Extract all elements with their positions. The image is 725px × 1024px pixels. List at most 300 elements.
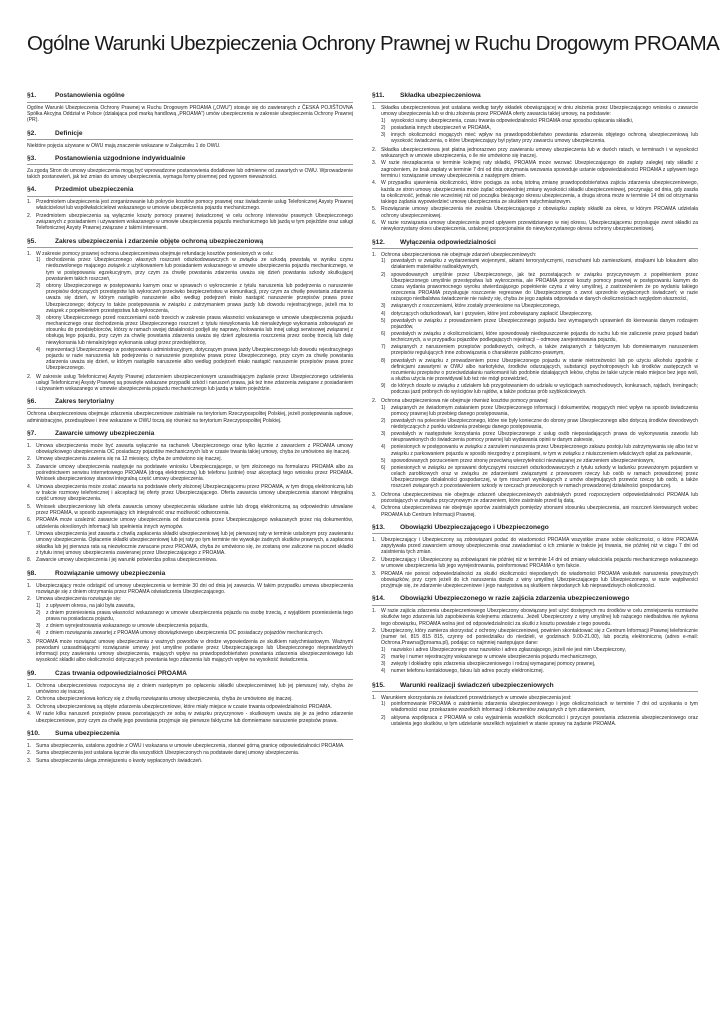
section xyxy=(27,730,353,764)
subclause-text: poniesionych w związku ze sprawami dotyczącymi roszczeń odszkodowawczych z tytułu szkody w ładunku przewożonym pojazdem w celach zarobkowych oraz w związku ze zdarzeniami związanymi z przewozem rzeczy lub osób w ramach prowadzonej przez Ubezpieczonego działalności gospodarczej, w tym roszczeń wynikających z umów obejmujących przewóz rzeczy lub osób, a także roszczeń związanych z pozostawieniem szkody w rzeczach przewożonych w ramach prowadzonej działalności gospodarczej. xyxy=(391,464,698,490)
subclause-number: 3) xyxy=(381,132,386,139)
subclause-number: 3) xyxy=(381,303,386,310)
clause-list xyxy=(27,743,353,764)
clause-text: Składka ubezpieczeniowa jest płatna jednorazowo przy zawieraniu umowy ubezpieczenia lub w dwóch ratach, w terminach i w wysokości wskazanych w umowie ubezpieczenia, o ile nie umówiono się inaczej. xyxy=(381,146,698,159)
clause-number: 4. xyxy=(27,483,32,490)
clause xyxy=(372,492,698,504)
subclause-number: 2) xyxy=(381,125,386,131)
clause xyxy=(27,251,353,373)
clause-body xyxy=(381,492,698,504)
subclause-text: dochodzenia przez Ubezpieczonego własnych roszczeń odszkodowawczych w związku ze szkodą powstałą w wyniku czynu niedozwolonego mającego związek z użytkowaniem lub posiadaniem wskazanego w umowie ubezpieczenia pojazdu mechanicznego, w tym w postępowaniu egzekucyjnym, przy czym za chwilę powstania zdarzenia uważa się dzień powstania szkody skutkującej powstaniem takich roszczeń, xyxy=(46,257,353,282)
clause-body xyxy=(36,683,353,695)
subclause xyxy=(381,431,698,443)
section-heading xyxy=(372,239,698,250)
subclause-text: innych okoliczności mogących mieć wpływ na prawdopodobieństwo powstania zdarzenia objętego ochroną ubezpieczeniową lub wysokość świadczenia, o które Ubezpieczający był pytany przy zawarciu umowy ubezpieczenia. xyxy=(391,132,698,145)
clause-number: 7. xyxy=(27,531,32,538)
clause-number: 1. xyxy=(372,694,377,701)
document-title: Ogólne Warunki Ubezpieczenia Ochrony Prawnej w Ruchu Drogowym PROAMA xyxy=(27,32,720,55)
subclause-list xyxy=(381,258,698,395)
subclause-number: 4) xyxy=(381,668,386,675)
subclause-number: 4) xyxy=(381,310,386,317)
clause xyxy=(27,456,353,462)
subclause xyxy=(381,444,698,456)
subclause xyxy=(36,630,353,636)
clause xyxy=(27,683,353,695)
subclause-text: obrony Ubezpieczonego w postępowaniu karnym oraz w sprawach o wykroczenie z tytułu naruszenia lub podejrzenia o naruszenie przepisów dotyczących przestępstw lub wykroczeń przeciwko bezpieczeństwu w komunikacji, przy czym za chwilę powstania zdarzenia uważa się dzień, w którym nastąpiło naruszenie albo według podejrzeń miało nastąpić naruszenie przepisów prawa przez Ubezpieczonego; dotyczy to także postępowania w związku z zatrzymaniem prawa jazdy lub dowodu rejestracyjnego, jeżeli ma to związek z popełnieniem przestępstwa lub wykroczenia, xyxy=(46,282,353,314)
clause-text: W razie niezapłacenia w terminie kolejnej raty składki, PROAMA może wezwać Ubezpieczającego do zapłaty zaległej raty składki z zagrożeniem, że brak zapłaty w terminie 7 dni od dnia otrzymania wezwania spowoduje ustanie odpowiedzialności PROAMA z upływem tego terminu i rozwiązanie umowy ubezpieczenia z następnym dniem. xyxy=(381,160,698,179)
clause-number: 1. xyxy=(27,582,32,589)
clause-number: 1. xyxy=(372,536,377,543)
clause-body xyxy=(36,596,353,637)
clause-body xyxy=(36,517,353,529)
clause-body xyxy=(381,695,698,728)
clause-number: 6. xyxy=(27,517,32,524)
clause-text: Zawarcie umowy ubezpieczenia następuje na podstawie wniosku Ubezpieczającego, w tym złożonego na formularzu PROAMA albo za pośrednictwem serwisu internetowego PROAMA (drogą elektroniczną) lub telefonu (ustnie) oraz akceptacji tego wniosku przez PROAMA. Wniosek ubezpieczeniowy stanowi integralną część umowy ubezpieczenia. xyxy=(36,463,353,483)
subclause xyxy=(381,661,698,667)
clause-number: 2. xyxy=(27,696,32,703)
clause-list xyxy=(372,105,698,233)
section xyxy=(27,670,353,724)
section xyxy=(372,524,698,589)
section xyxy=(27,92,353,124)
subclause-text: z dniem rozwiązania zawartej z PROAMA umowy obowiązkowego ubezpieczenia OC posiadaczy pojazdów mechanicznych. xyxy=(46,630,324,637)
clause-number: 1. xyxy=(372,608,377,615)
section-number: §13. xyxy=(372,523,385,531)
clause-number: 2. xyxy=(372,146,377,153)
section-paragraph: Za zgodą Stron do umowy ubezpieczenia mogą być wprowadzone postanowienia dodatkowe lub odmienne od zawartych w OWU. Wprowadzenie takich postanowień, jak też zmian do umowy ubezpieczenia, wymaga formy pisemnej pod rygorem nieważności. xyxy=(27,167,353,181)
section xyxy=(27,130,353,149)
left-column xyxy=(27,92,353,770)
clause-text: Ochroną ubezpieczeniową są objęte zdarzenia ubezpieczeniowe, które miały miejsce w czasie trwania odpowiedzialności PROAMA. xyxy=(36,703,332,710)
content-columns xyxy=(27,92,698,770)
subclause-number: 2) xyxy=(381,714,386,721)
clause xyxy=(372,571,698,590)
clause xyxy=(27,758,353,764)
clause-number: 4. xyxy=(372,505,377,512)
subclause xyxy=(36,315,353,346)
subclause-number: 1) xyxy=(381,404,386,411)
clause-text: Suma ubezpieczenia jest ustalana łącznie dla wszystkich Ubezpieczonych na podstawie danej umowy ubezpieczenia. xyxy=(36,750,300,757)
subclause-number: 1) xyxy=(36,602,41,609)
subclause-text: związanych ze świadomym zataianiem przez Ubezpieczonego informacji i dokumentów, mogących mieć wpływ na sposób świadczenia pomocy prawnej lub przebieg danego postępowania, xyxy=(391,404,698,417)
clause-text: Ochrona ubezpieczeniowa kończy się z chwilą rozwiązania umowy ubezpieczenia, chyba że umówiono się inaczej. xyxy=(36,696,293,703)
subclause xyxy=(36,283,353,314)
subclause-number: 6) xyxy=(381,464,386,471)
clause-number: 3. xyxy=(372,570,377,577)
section-number: §2. xyxy=(27,129,37,137)
clause-number: 2. xyxy=(27,212,32,219)
subclause xyxy=(381,647,698,653)
clause-text: PROAMA może rozwiązać umowę ubezpieczenia z ważnych powodów w drodze wypowiedzenia ze skutkiem natychmiastowym. Ważnymi powodami uzasadniającymi rozwiązanie umowy jest umyślne podanie przez Ubezpieczającego lub Ubezpieczonego nieprawdziwych informacji przy zawieraniu umowy ubezpieczenia, mających wpływ na prawdopodobieństwo powstania zdarzenia ubezpieczeniowego lub wysokość składki albo okoliczności dotyczących powstania tego zdarzenia lub mających wpływ na wysokość świadczenia. xyxy=(36,638,353,664)
clause-text: Umowa ubezpieczenia może być zawarta wyłącznie na rachunek Ubezpieczonego oraz tylko łącznie z zawarciem z PROAMA umowy obowiązkowego ubezpieczenia OC posiadaczy pojazdów mechanicznych lub w czasie trwania takiej umowy, chyba że umówiono się inaczej. xyxy=(36,442,353,455)
subclause-number: 1) xyxy=(381,701,386,708)
clause-text: Wniosek ubezpieczeniowy lub oferta zawarcia umowy ubezpieczenia składane ustnie lub drogą elektroniczną są odpowiednio utrwalane przez PROAMA, w sposób zapewniający ich integralność oraz możliwość odtworzenia. xyxy=(36,503,353,516)
clause-number: 4. xyxy=(372,180,377,187)
clause-text: W zakresie pomocy prawnej ochrona ubezpieczeniowa obejmuje refundację kosztów poniesionych w celu: xyxy=(36,250,274,257)
clause-number: 3. xyxy=(372,491,377,498)
subclause xyxy=(36,623,353,629)
clause xyxy=(27,557,353,563)
clause-text: Warunkiem skorzystania ze świadczeń przewidzianych w umowie ubezpieczenia jest: xyxy=(381,694,572,701)
clause-text: Umowa ubezpieczenia rozwiązuje się: xyxy=(36,596,122,603)
subclause xyxy=(381,258,698,270)
section xyxy=(27,398,353,423)
clause-text: Składka ubezpieczeniowa jest ustalana według taryfy składek obowiązującej w dniu złożenia przez Ubezpieczającego wniosku o zawarcie umowy ubezpieczenia lub w dniu złożenia przez PROAMA oferty zawarcia takiej umowy, na podstawie: xyxy=(381,105,698,118)
clause-list xyxy=(27,683,353,724)
clause-text: Ubezpieczony, który zamierza skorzystać z ochrony ubezpieczeniowej, powinien skontaktować się z Centrum Informacji Prawnej telefonicznie (numer tel. 815 815 815, czynny od poniedziałku do niedzieli, w godzinach 9.00-21.00), lub pocztą elektroniczną (adres e-mail: Ochrona.Prawna@proama.pl), podając co najmniej następujące dane: xyxy=(381,628,698,647)
subclause-number: 2) xyxy=(381,271,386,278)
clause-body xyxy=(381,505,698,517)
subclause-number: 2) xyxy=(36,282,41,289)
subclause-text: spowodowanych porzuceniem przez stronę przeciwną wierzytelności niezwiązanej ze zdarzeniem ubezpieczeniowym, xyxy=(391,457,655,464)
clause-list xyxy=(372,608,698,675)
clause-text: Ochrona ubezpieczeniowa nie obejmuje sporów zaistniałych pomiędzy stronami stosunku ubezpieczenia, ani roszczeń kierowanych wobec PROAMA lub Centrum Informacji Prawnej. xyxy=(381,505,698,518)
section-number: §11. xyxy=(372,92,385,99)
clause-number: 3. xyxy=(27,703,32,710)
subclause-text: powstałych na polecenie Ubezpieczonego, które nie były konieczne do obrony praw Ubezpieczonego albo dotyczą środków dowodowych niedotyczących z punktu widzenia przebiegu danego postępowania, xyxy=(391,417,698,430)
clause-number: 1. xyxy=(27,682,32,689)
clause-body xyxy=(381,557,698,569)
clause-text: W przypadku ujawnienia okoliczności, które pociąga za sobą istotną zmianę prawdopodobieństwa zajścia zdarzenia ubezpieczeniowego, każda ze stron umowy ubezpieczenia może żądać odpowiedniej zmiany wysokości składki ubezpieczeniowej, poczynając od dnia, gdy zaszła ta okoliczność, jednak nie wcześniej niż od początku bieżącego okresu ubezpieczenia, a druga strona może w terminie 14 dni od otrzymania takiego żądania wypowiedzieć umowę ubezpieczenia ze skutkiem natychmiastowym. xyxy=(381,180,698,205)
clause-text: Suma ubezpieczenia ulega zmniejszeniu o kwoty wypłaconych świadczeń. xyxy=(36,757,203,764)
subclause-text: powstałych w następstwie korzystania przez Ubezpieczonego z usług osób nieposiadających prawa do wykonywania zawodu lub nieuprawnionych do świadczenia pomocy prawnej lub wydawania opinii w danym zakresie, xyxy=(391,431,698,444)
subclause-number: 2) xyxy=(36,610,41,616)
clause-list xyxy=(27,199,353,231)
section-number: §12. xyxy=(372,238,385,246)
clause-body xyxy=(381,180,698,205)
clause-text: Umowę ubezpieczenia zawiera się na 12 miesięcy, chyba że umówiono się inaczej. xyxy=(36,456,222,463)
clause-body xyxy=(36,374,353,393)
subclause xyxy=(36,257,353,282)
subclause-text: z dniem przeniesienia prawa własności wskazanego w umowie ubezpieczenia pojazdu na osobę trzecią, z wyjątkiem przeniesienia tego prawa na posiadacza pojazdu, xyxy=(46,610,353,623)
clause-number: 4. xyxy=(27,711,32,718)
subclause-text: obrony Ubezpieczonego przed roszczeniami osób trzecich w zakresie prawa własności wskazanego w umowie ubezpieczenia pojazdu mechanicznego oraz dochodzenia przez Ubezpieczonego roszczeń z tytułu niewykonania lub nienależytego wykonania zobowiązań ze stosunku do przedsiębiorców, którzy w ramach swojej działalności podjęli się naprawy, holowania lub innej usługi serwisowej związanej z obsługą tego pojazdu, przy czym za chwilę powstania zdarzenia uważa się dzień zgłoszenia roszczenia przez osobę trzecią lub datę niewykonania lub nienależytego wykonania usługi przez przedsiębiorcę, xyxy=(46,314,353,346)
clause xyxy=(372,537,698,556)
clause-body xyxy=(381,105,698,145)
clause xyxy=(27,743,353,749)
clause-number: 1. xyxy=(27,742,32,749)
section xyxy=(27,570,353,664)
subclause-text: z dniem wyrejestrowania wskazanego w umowie ubezpieczenia pojazdu, xyxy=(46,623,209,630)
section-title: Definicje xyxy=(55,129,83,137)
subclause-list xyxy=(381,118,698,145)
subclause-text: numer telefonu kontaktowego, faksu lub adres poczty elektronicznej. xyxy=(391,668,544,675)
clause-number: 6. xyxy=(372,220,377,227)
clause xyxy=(27,517,353,529)
clause-body xyxy=(36,583,353,595)
section-title: Obowiązki Ubezpieczającego i Ubezpieczonego xyxy=(400,523,549,531)
section-heading xyxy=(27,430,353,441)
section xyxy=(372,92,698,233)
clause-body xyxy=(36,199,353,211)
subclause-list xyxy=(381,701,698,727)
section-heading xyxy=(372,524,698,535)
clause xyxy=(27,199,353,211)
subclause-text: powstałych w związku z prowadzeniem przez Ubezpieczonego pojazdu bez wymaganych uprawnień do kierowania danym rodzajem pojazdów, xyxy=(391,317,698,330)
clause-body xyxy=(36,531,353,556)
subclause xyxy=(381,701,698,713)
clause-number: 1. xyxy=(27,442,32,449)
subclause-number: 6) xyxy=(381,330,386,337)
subclause-text: poniesionych w postępowaniu w związku z zarzutem naruszenia przez Ubezpieczonego zakazu postoju lub zatrzymywania się albo też w związku z parkowaniem pojazdu w sposób niezgodny z przepisami, w tym w związku z niuiszczeniem właściwych opłat za parkowanie, xyxy=(391,444,698,457)
section-heading xyxy=(27,155,353,166)
clause xyxy=(27,711,353,723)
section xyxy=(27,155,353,180)
clause-text: W razie kilku naruszeń przepisów prawa pozostających ze sobą w związku przyczynowo - skutkowym uważa się je za jedno zdarzenie ubezpieczeniowe, przy czym za chwilę jego powstania przyjmuje się pierwsze faktyczne lub domniemane naruszenie przepisów prawa. xyxy=(36,711,353,724)
clause-body xyxy=(36,557,353,563)
subclause xyxy=(381,118,698,124)
subclause-text: markę i numer rejestracyjny wskazanego w umowie ubezpieczenia pojazdu mechanicznego, xyxy=(391,654,598,661)
subclause-number: 3) xyxy=(381,661,386,668)
clause xyxy=(372,252,698,397)
subclause xyxy=(381,465,698,490)
clause-body xyxy=(36,251,353,373)
clause-text: Ubezpieczający i Ubezpieczony są zobowiązani nie później niż w terminie 14 dni od zmiany właściciela pojazdu mechanicznego wskazanego w umowie ubezpieczenia lub jego wyrejestrowania, poinformować PROAMA o tym fakcie. xyxy=(381,556,698,569)
section-title: Postanowienia ogólne xyxy=(55,92,125,99)
clause-body xyxy=(36,443,353,455)
clause-text: Ochrona ubezpieczeniowa nie obejmuje również kosztów pomocy prawnej: xyxy=(381,397,549,404)
subclause-number: 7) xyxy=(381,344,386,351)
clause-text: Umowa ubezpieczenia może zostać zawarta na podstawie oferty złożonej Ubezpieczającemu przez PROAMA, w tym drogą elektroniczną lub w trakcie rozmowy telefonicznej i akceptacji tej oferty przez Ubezpieczającego. Oferta zawarcia umowy ubezpieczenia stanowi integralną część umowy ubezpieczenia. xyxy=(36,483,353,503)
clause-body xyxy=(36,704,353,710)
clause xyxy=(372,398,698,491)
clause-number: 3. xyxy=(372,160,377,167)
subclause-number: 2) xyxy=(381,654,386,661)
clause xyxy=(372,220,698,232)
clause-body xyxy=(36,456,353,462)
clause-number: 1. xyxy=(27,250,32,257)
clause-text: Ochrona ubezpieczeniowa rozpoczyna się z dniem następnym po opłaceniu składki ubezpieczeniowej lub jej pierwszej raty, chyba że umówiono się inaczej. xyxy=(36,682,353,695)
clause-number: 1. xyxy=(372,105,377,111)
section xyxy=(27,186,353,231)
clause-body xyxy=(381,608,698,627)
subclause-text: związanych z roszczeniami, które zostały przeniesione na Ubezpieczonego, xyxy=(391,303,561,310)
subclause-number: 4) xyxy=(36,630,41,637)
subclause-text: posiadania innych ubezpieczeń w PROAMA, xyxy=(391,125,491,131)
section xyxy=(372,682,698,728)
subclause xyxy=(381,331,698,343)
clause-text: Ochrona ubezpieczeniowa nie obejmuje zdarzeń ubezpieczeniowych: xyxy=(381,251,537,258)
subclause-number: 1) xyxy=(381,647,386,654)
subclause-number: 5) xyxy=(381,457,386,464)
subclause-number: 3) xyxy=(381,431,386,438)
subclause-number: 1) xyxy=(381,117,386,124)
clause-body xyxy=(381,628,698,675)
clause xyxy=(27,704,353,710)
clause-text: Ubezpieczający i Ubezpieczony są zobowiązani podać do wiadomości PROAMA wszystkie znane sobie okoliczności, o które PROAMA zapytywała przed zawarciem umowy ubezpieczenia oraz zawiadamiać o ich zmianie w trakcie jej trwania, nie później niż w ciągu 7 dni od zaistnienia tych zmian. xyxy=(381,536,698,556)
clause xyxy=(27,374,353,393)
subclause xyxy=(381,358,698,383)
right-column xyxy=(372,92,698,770)
subclause-number: 9) xyxy=(381,383,386,390)
clause-text: Umowa ubezpieczenia jest zawarta z chwilą zapłacenia składki ubezpieczeniowej lub jej pierwszej raty w terminie ustalonym przy zawieraniu umowy ubezpieczenia. Opłacenie składki ubezpieczeniowej lub jej raty po tym terminie nie wywołuje żadnych skutków prawnych, a zapłacona składka lub jej pierwsza rata są niezwłocznie zwracane przez PROAMA, chyba że umówiono się, że zostaną one zaliczone na poczet składki z tytułu innej umowy ubezpieczenia zawieranej przez Ubezpieczającego z PROAMA. xyxy=(36,531,353,556)
section-number: §5. xyxy=(27,237,37,245)
clause-body xyxy=(381,220,698,232)
clause-text: Ubezpieczający może odstąpić od umowy ubezpieczenia w terminie 30 dni od dnia jej zawarcia. W takim przypadku umowa ubezpieczenia rozwiązuje się z dniem otrzymania przez PROAMA oświadczenia Ubezpieczającego. xyxy=(36,582,353,595)
section-title: Wyłączenia odpowiedzialności xyxy=(400,238,496,246)
section-heading xyxy=(27,670,353,681)
clause-text: Rozwiązanie umowy ubezpieczenia nie zwalnia Ubezpieczającego z obowiązku zapłaty składki za okres, w którym PROAMA udzielała ochrony ubezpieczeniowej. xyxy=(381,206,698,219)
subclause xyxy=(381,418,698,430)
subclause-number: 4) xyxy=(36,346,41,353)
section-title: Zakres ubezpieczenia i zdarzenie objęte ochroną ubezpieczeniową xyxy=(55,237,264,245)
subclause xyxy=(381,318,698,330)
subclause-text: reprezentacji Ubezpieczonego w postępowaniu administracyjnym, dotyczącym prawa jazdy Ubezpieczonego lub dowodu rejestracyjnego pojazdu w razie naruszenia lub podejrzenia o naruszenie przepisów prawa przez Ubezpieczonego, przy czym za chwilę powstania zdarzenia uważa się dzień, w którym nastąpiło naruszenie albo według podejrzeń miało nastąpić naruszenie przepisów prawa przez Ubezpieczonego. xyxy=(46,346,353,372)
section-title: Przedmiot ubezpieczenia xyxy=(55,186,134,194)
section xyxy=(27,238,353,393)
clause xyxy=(372,180,698,205)
clause-text: W razie zajścia zdarzenia ubezpieczeniowego Ubezpieczony obowiązany jest użyć dostępnych mu środków w celu zmniejszenia rozmiarów skutków tego zdarzenia lub zapobieżenia kolejnemu zdarzeniu. Jeżeli Ubezpieczony z winy umyślnej lub rażącego niedbalstwa nie wykona tego obowiązku, PROAMA wolna jest od odpowiedzialności za skutki z kosztu powstałe z tego powodu. xyxy=(381,608,698,627)
clause-body xyxy=(36,484,353,503)
clause-text: Przedmiotem ubezpieczenia są wyłącznie koszty pomocy prawnej świadczonej w celu ochrony interesów prawnych Ubezpieczonego związanych z posiadaniem i używaniem wskazanego w umowie ubezpieczenia pojazdu mechanicznego lub jazdą w tym pojeździe oraz usługi Telefonicznej Asysty Prawnej związane z takimi interesami. xyxy=(36,212,353,232)
subclause-text: związanych z naruszeniem przepisów podatkowych, celnych, a także związanych z faktycznym lub domniemanym naruszeniem przepisów regulujących inne zobowiązania o charakterze publiczno-prawnym, xyxy=(391,344,698,357)
subclause-text: spowodowanych umyślnie przez Ubezpieczonego, jak też pozostających w związku przyczynowym z popełnieniem przez Ubezpieczonego umyślnie przestępstwa lub wykroczenia, ale PROAMA ponosi koszty pomocy prawnej w postępowaniu karnym do czasu wydania prawomocnego wyroku stwierdzającego popełnienie czynu z winy umyślnej, z zastrzeżeniem że po wydaniu takiego orzeczenia PROAMA przysługuje roszczenie regresowe do Ubezpieczonego o zwrot uprzednio wypłaconych świadczeń; w razie rażącego niedbalstwa świadczenie nie należy się, chyba że jego zapłata odpowiada w danych okolicznościach względom słuszności, xyxy=(391,271,698,303)
section-paragraph: Ogólne Warunki Ubezpieczenia Ochrony Prawnej w Ruchu Drogowym PROAMA („OWU”) stosuje się do zawieranych z ČESKÁ POJIŠŤOVNA Spółka Akcyjna Oddział w Polsce (działająca pod marką handlową „PROAMA”) umów ubezpieczenia w zakresie ubezpieczenia Ochrony Prawnej (PR). xyxy=(27,105,353,124)
clause-number: 2. xyxy=(372,397,377,404)
clause xyxy=(27,583,353,595)
section-title: Czas trwania odpowiedzialności PROAMA xyxy=(55,669,187,677)
subclause-list xyxy=(381,405,698,490)
clause-body xyxy=(381,147,698,159)
clause xyxy=(27,464,353,483)
subclause-text: z upływem okresu, na jaki była zawarta, xyxy=(46,602,135,609)
clause xyxy=(372,608,698,627)
subclause-number: 1) xyxy=(36,257,41,264)
section-number: §9. xyxy=(27,669,37,677)
clause xyxy=(372,147,698,159)
subclause-list xyxy=(36,257,353,371)
section-title: Rozwiązanie umowy ubezpieczenia xyxy=(55,569,166,577)
subclause-list xyxy=(381,647,698,674)
clause-text: W razie rozwiązania umowy ubezpieczenia przed upływem przewidzianego w niej okresu, Ubezpieczającemu przysługuje zwrot składki za niewykorzystany okres ubezpieczenia, ustalonej proporcjonalnie do niewykorzystanego okresu ochrony ubezpieczeniowej. xyxy=(381,220,698,233)
section-number: §1. xyxy=(27,92,37,99)
clause-number: 5. xyxy=(372,206,377,213)
section-number: §8. xyxy=(27,569,37,577)
section xyxy=(372,595,698,675)
subclause xyxy=(381,458,698,464)
clause xyxy=(27,213,353,232)
clause xyxy=(27,484,353,503)
clause-number: 3. xyxy=(27,463,32,470)
subclause xyxy=(36,347,353,372)
subclause-number: 8) xyxy=(381,357,386,364)
subclause-number: 3) xyxy=(36,314,41,321)
section-paragraph: Ochrona ubezpieczeniowa obejmuje zdarzenia ubezpieczeniowe zaistniałe na terytorium Rzeczypospolitej Polskiej, jeżeli postępowania sądowe, administracyjne, przedsądowe i inne wskazane w OWU toczą się również na terytorium Rzeczypospolitej Polskiej. xyxy=(27,411,353,424)
subclause-text: poinformowanie PROAMA o zaistnieniu zdarzenia ubezpieczeniowego i jego okolicznościach w terminie 7 dni od uzyskania o tym wiadomości oraz przekazanie wszelkich informacji i dokumentów związanych z tym zdarzeniem, xyxy=(391,701,698,714)
clause-body xyxy=(36,464,353,483)
clause xyxy=(372,557,698,569)
section-heading xyxy=(27,570,353,581)
section-heading xyxy=(27,130,353,141)
section-heading xyxy=(27,398,353,409)
subclause xyxy=(381,303,698,309)
clause xyxy=(372,206,698,218)
clause-body xyxy=(381,398,698,491)
clause-text: W zakresie usług Telefonicznej Asysty Prawnej zdarzeniem ubezpieczeniowym uzasadniającym żądanie przez Ubezpieczonego udzielenia usługi Telefonicznej Asysty Prawnej są powzięte wskazane przypadki szkód i naruszeń prawa, jak też inne zdarzenia związane z posiadaniem i używaniem wskazanego w umowie ubezpieczenia pojazdu mechanicznego lub jazdą w takim pojeździe. xyxy=(36,373,353,393)
subclause-text: zwięzły i dokładny opis zdarzenia ubezpieczeniowego i rodzaj wymaganej pomocy prawnej, xyxy=(391,661,596,668)
clause-number: 2. xyxy=(372,628,377,635)
subclause xyxy=(381,125,698,131)
subclause-text: aktywna współpraca z PROAMA w celu wyjaśnienia wszelkich okoliczności i przyczyn powstania zdarzenia ubezpieczeniowego oraz ustalenia jego skutków, w tym udzielanie wszelkich wyjaśnień w stanie sprawy na żądanie PROAMA. xyxy=(391,714,698,727)
section-heading xyxy=(372,92,698,103)
clause-body xyxy=(36,758,353,764)
clause xyxy=(27,596,353,637)
section-heading xyxy=(27,730,353,741)
clause-list xyxy=(27,251,353,393)
subclause xyxy=(381,344,698,356)
section-title: Warunki realizacji świadczeń ubezpieczeniowych xyxy=(400,681,554,689)
section-heading xyxy=(27,238,353,249)
clause-number: 2. xyxy=(27,373,32,380)
section-heading xyxy=(372,682,698,693)
clause-list xyxy=(372,537,698,589)
clause-text: PROAMA może uzależnić zawarcie umowy ubezpieczenia od dostarczenia przez Ubezpieczającego wskazanych przez nią dokumentów, udzielenia określonych informacji lub spełnienia innych wymogów. xyxy=(36,517,353,530)
subclause-text: dotyczących odszkodowań, kar i grzywien, które jest zobowiązany zapłacić Ubezpieczony, xyxy=(391,310,593,317)
clause-body xyxy=(36,750,353,756)
clause-body xyxy=(381,206,698,218)
subclause-text: powstałych w związku z prowadzeniem przez Ubezpieczonego pojazdu w stanie nietrzeźwości lub po użyciu alkoholu zgodnie z definicjami zawartymi w OWU albo narkotyków, środków odurzających, substancji psychotropowych lub środków zastępczych w rozumieniu przepisów o przeciwdziałaniu narkomanii lub podobnie działających leków, chyba że takie użycie miało miejsce bez jego woli, a służba użycia nie przewidywał lub też nie mógł przewidzieć, xyxy=(391,357,698,383)
clause-number: 3. xyxy=(27,757,32,764)
subclause-number: 5) xyxy=(381,317,386,324)
clause-number: 8. xyxy=(27,557,32,564)
clause-number: 2. xyxy=(27,750,32,757)
section-title: Obowiązki Ubezpieczonego w razie zajścia zdarzenia ubezpieczeniowego xyxy=(400,595,630,603)
clause xyxy=(27,443,353,455)
subclause xyxy=(381,132,698,144)
section-heading xyxy=(372,595,698,606)
clause-body xyxy=(36,213,353,232)
clause-body xyxy=(36,711,353,723)
clause-number: 1. xyxy=(27,199,32,206)
subclause xyxy=(381,654,698,660)
clause-body xyxy=(36,639,353,664)
clause-text: PROAMA nie ponosi odpowiedzialności za skutki okoliczności niepodanych do wiadomości PROAMA wskutek naruszenia powyższych obowiązków, przy czym jeżeli do ich naruszenia doszło z winy umyślnej Ubezpieczającego lub Ubezpieczonego, w razie wątpliwości przyjmuje się, że zdarzenie ubezpieczeniowe i jego następstwa są skutkiem niepodanych lub nieprawdziwych okoliczności. xyxy=(381,570,698,589)
subclause-list xyxy=(36,603,353,637)
clause-body xyxy=(381,160,698,179)
clause-list xyxy=(372,695,698,728)
clause xyxy=(372,505,698,517)
section-number: §3. xyxy=(27,154,37,162)
clause-number: 1. xyxy=(372,251,377,258)
clause xyxy=(372,695,698,728)
section-number: §14. xyxy=(372,595,385,603)
subclause xyxy=(36,610,353,622)
subclause-text: wysokości sumy ubezpieczenia, czasu trwania odpowiedzialności PROAMA oraz sposobu opłacania składki, xyxy=(391,117,634,124)
clause-body xyxy=(381,571,698,590)
clause xyxy=(372,160,698,179)
subclause-number: 4) xyxy=(381,444,386,451)
section xyxy=(372,239,698,518)
clause-body xyxy=(381,537,698,556)
subclause-text: powstałych w związku z wydarzeniami wojennymi, aktami terrorystycznymi, rozruchami lub zamieszkami, strajkami lub lokautem albo działaniem materiałów radioaktywnych, xyxy=(391,258,698,271)
subclause xyxy=(381,715,698,727)
clause xyxy=(27,750,353,756)
clause-body xyxy=(36,696,353,702)
subclause-number: 2) xyxy=(381,417,386,424)
clause-body xyxy=(36,504,353,516)
section-title: Składka ubezpieczeniowa xyxy=(400,92,481,99)
subclause-number: 1) xyxy=(381,258,386,265)
clause-body xyxy=(381,252,698,397)
clause xyxy=(372,628,698,675)
clause-list xyxy=(27,443,353,564)
clause-text: Ochrona ubezpieczeniowa nie obejmuje zdarzeń ubezpieczeniowych zaistniałych przed rozpoczęciem odpowiedzialności PROAMA lub pozostających w związku przyczynowym ze zdarzeniem, które zaistniało przed tą datą. xyxy=(381,491,698,504)
section-paragraph: Niektóre pojęcia używane w OWU mają znaczenie wskazane w Załączniku 1 do OWU. xyxy=(27,142,221,149)
clause-body xyxy=(36,743,353,749)
clause-number: 2. xyxy=(27,596,32,603)
clause xyxy=(27,696,353,702)
section-title: Suma ubezpieczenia xyxy=(55,729,120,737)
